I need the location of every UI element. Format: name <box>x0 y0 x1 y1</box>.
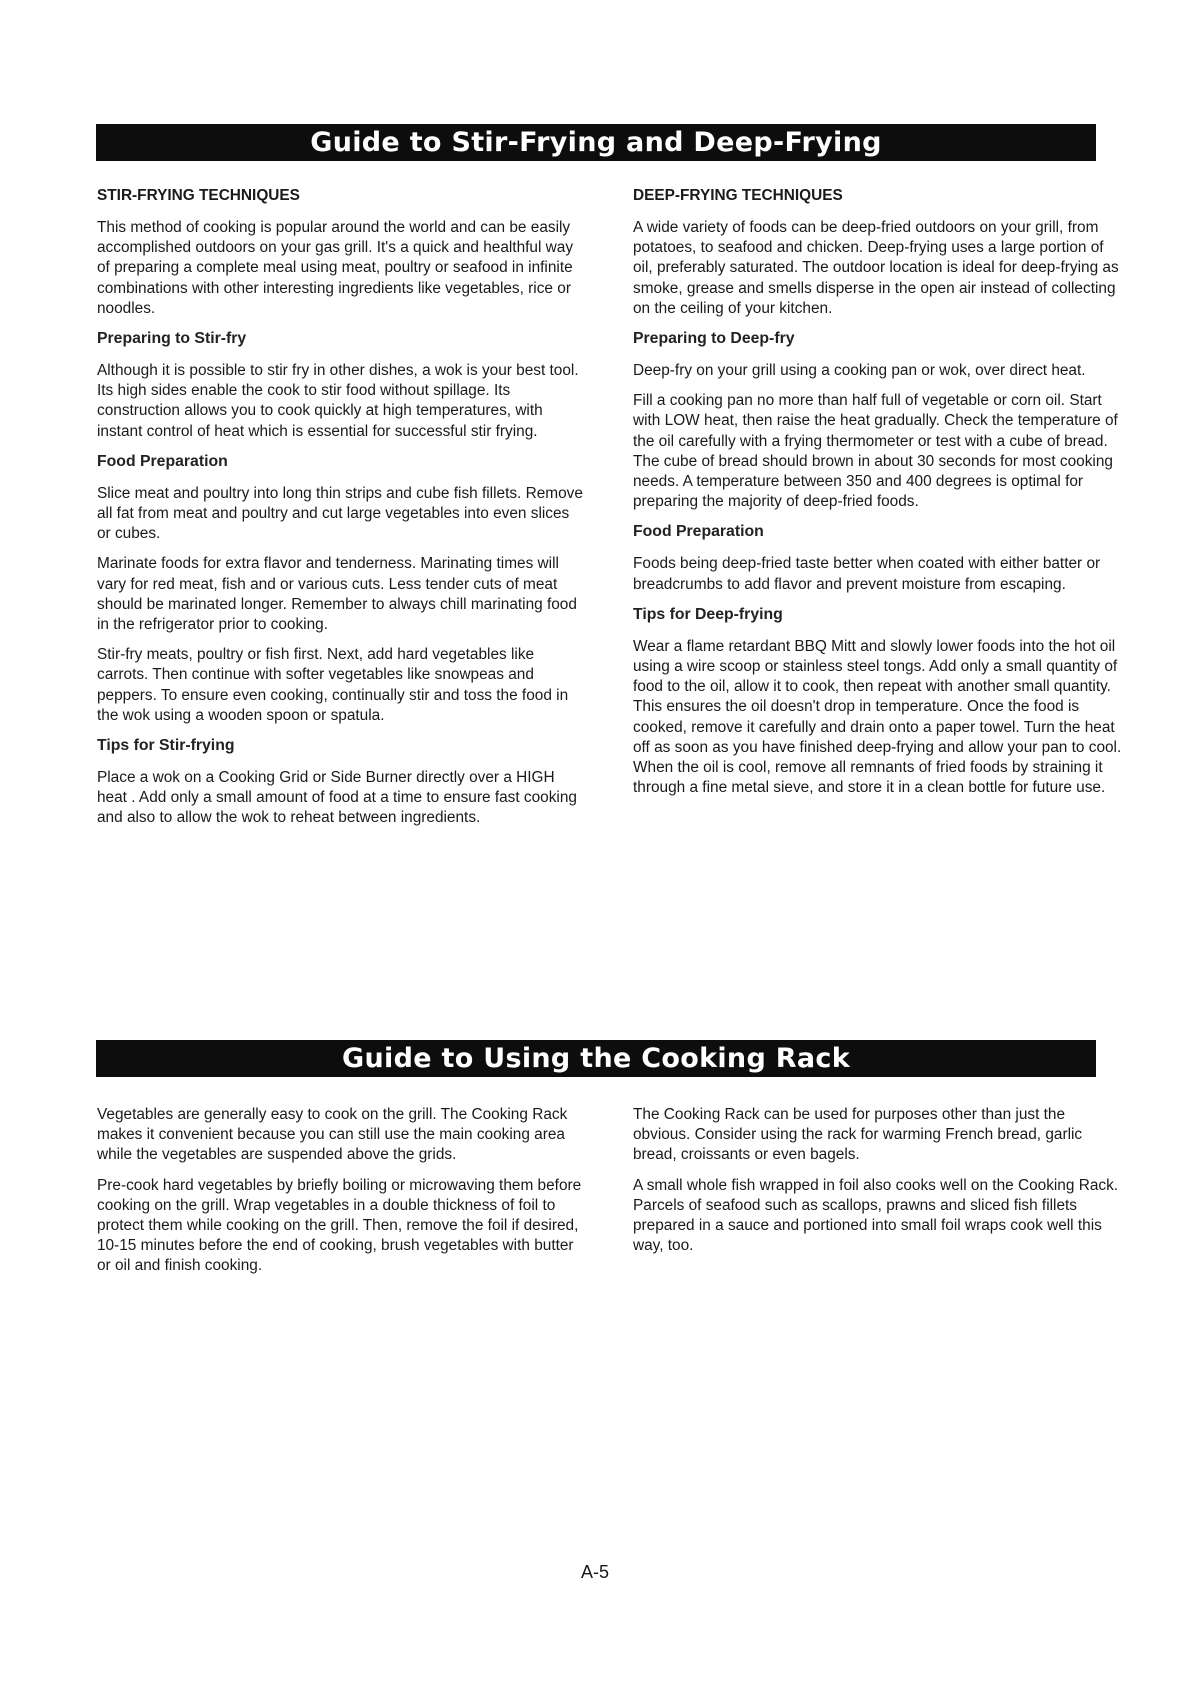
cooking-rack-left-column <box>97 1105 587 1287</box>
food-preparation-heading: Food Preparation <box>97 452 228 470</box>
tips-deep-frying-text: Wear a flame retardant BBQ Mitt and slowly lower foods into the hot oil using a wire scoop or stainless steel tongs. Add only a small quantity of food to the oil, allow it to cook, then repeat with another small quantity. This ensures the oil doesn't drop in temperature. Once the food is cooked, remove it carefully and drain onto a paper towel. Turn the heat off as soon as you have finished deep-frying and allow your pan to cool. When the oil is cool, remove all remnants of fried foods by straining it through a fine metal sieve, and store it in a clean bottle for future use. <box>633 637 1122 797</box>
rack-vegetables-text: Vegetables are generally easy to cook on the grill. The Cooking Rack makes it convenient because you can still use the main cooking area while the vegetables are suspended above the grids. <box>97 1106 568 1164</box>
preparing-deep-fry-heading: Preparing to Deep-fry <box>633 330 795 348</box>
rack-fish-text: A small whole fish wrapped in foil also cooks well on the Cooking Rack. Parcels of seafood such as scallops, prawns and sliced fish fillets prepared in a sauce and portioned into small foil wraps cook well this way, too. <box>633 1176 1119 1255</box>
cooking-rack-right-column <box>633 1105 1123 1266</box>
rack-precook-text: Pre-cook hard vegetables by briefly boiling or microwaving them before cooking on the grill. Wrap vegetables in a double thickness of foil to protect them while cooking on the grill. Then, remove the foil if desired, 10-15 minutes before the end of cooking, brush vegetables with butter or oil and finish cooking. <box>97 1176 582 1275</box>
preparing-stir-fry-text: Although it is possible to stir fry in other dishes, a wok is your best tool. Its high sides enable the cook to stir food without spillage. Its construction allows you to cook quickly at high temperatures, with instant control of heat which is essential for successful stir frying. <box>97 362 579 440</box>
oil-temperature-text: Fill a cooking pan no more than half full of vegetable or corn oil. Start with LOW heat, then raise the heat gradually. Check the temperature of the oil carefully with a frying thermometer or test with a cube of bread. The cube of bread should brown in about 30 seconds for most cooking needs. A temperature between 350 and 400 degrees is optimal for preparing the majority of deep-fried foods. <box>633 392 1118 511</box>
page-number: A-5 <box>580 1562 609 1582</box>
tips-stir-frying-text: Place a wok on a Cooking Grid or Side Burner directly over a HIGH heat . Add only a small amount of food at a time to ensure fast cooking and also to allow the wok to reheat between ingredients. <box>97 769 577 827</box>
stir-fry-order-text: Stir-fry meats, poultry or fish first. Next, add hard vegetables like carrots. Then continue with softer vegetables like snowpeas and peppers. To ensure even cooking, continually stir and toss the food in the wok using a wooden spoon or spatula. <box>97 646 569 724</box>
deep-frying-heading: DEEP-FRYING TECHNIQUES <box>633 187 843 204</box>
deep-fry-food-preparation-heading: Food Preparation <box>633 523 764 541</box>
deep-frying-intro: A wide variety of foods can be deep-fried outdoors on your grill, from potatoes, to seafood and chicken. Deep-frying uses a large portion of oil, preferably saturated. The outdoor location is ideal for deep-frying as smoke, grease and smells disperse in the open air instead of collecting on the ceiling of your kitchen. <box>633 219 1119 317</box>
tips-deep-frying-heading: Tips for Deep-frying <box>633 605 783 623</box>
preparing-stir-fry-heading: Preparing to Stir-fry <box>97 330 247 348</box>
section-banner-stir-deep-frying: Guide to Stir-Frying and Deep-Frying <box>96 124 1096 161</box>
stir-frying-column <box>97 186 587 839</box>
rack-uses-text: The Cooking Rack can be used for purposes other than just the obvious. Consider using the rack for warming French bread, garlic bread, croissants or even bagels. <box>633 1106 1083 1164</box>
stir-frying-heading: STIR-FRYING TECHNIQUES <box>97 187 300 204</box>
preparing-deep-fry-text: Deep-fry on your grill using a cooking pan or wok, over direct heat. <box>633 362 1086 380</box>
section-banner-cooking-rack: Guide to Using the Cooking Rack <box>96 1040 1096 1077</box>
food-preparation-text: Slice meat and poultry into long thin strips and cube fish fillets. Remove all fat from meat and poultry and cut large vegetables into even slices or cubes. <box>97 484 583 543</box>
deep-fry-food-preparation-text: Foods being deep-fried taste better when coated with either batter or breadcrumbs to add flavor and prevent moisture from escaping. <box>633 555 1101 593</box>
marinate-text: Marinate foods for extra flavor and tenderness. Marinating times will vary for red meat, fish and or various cuts. Less tender cuts of meat should be marinated longer. Remember to always chill marinating food in the refrigerator prior to cooking. <box>97 555 577 634</box>
tips-stir-frying-heading: Tips for Stir-frying <box>97 737 235 755</box>
stir-frying-intro: This method of cooking is popular around the world and can be easily accomplished outdoors on your gas grill. It's a quick and healthful way of preparing a complete meal using meat, poultry or seafood in infinite combinations with other interesting ingredients like vegetables, rice or noodles. <box>97 219 574 317</box>
deep-frying-column <box>633 186 1123 808</box>
